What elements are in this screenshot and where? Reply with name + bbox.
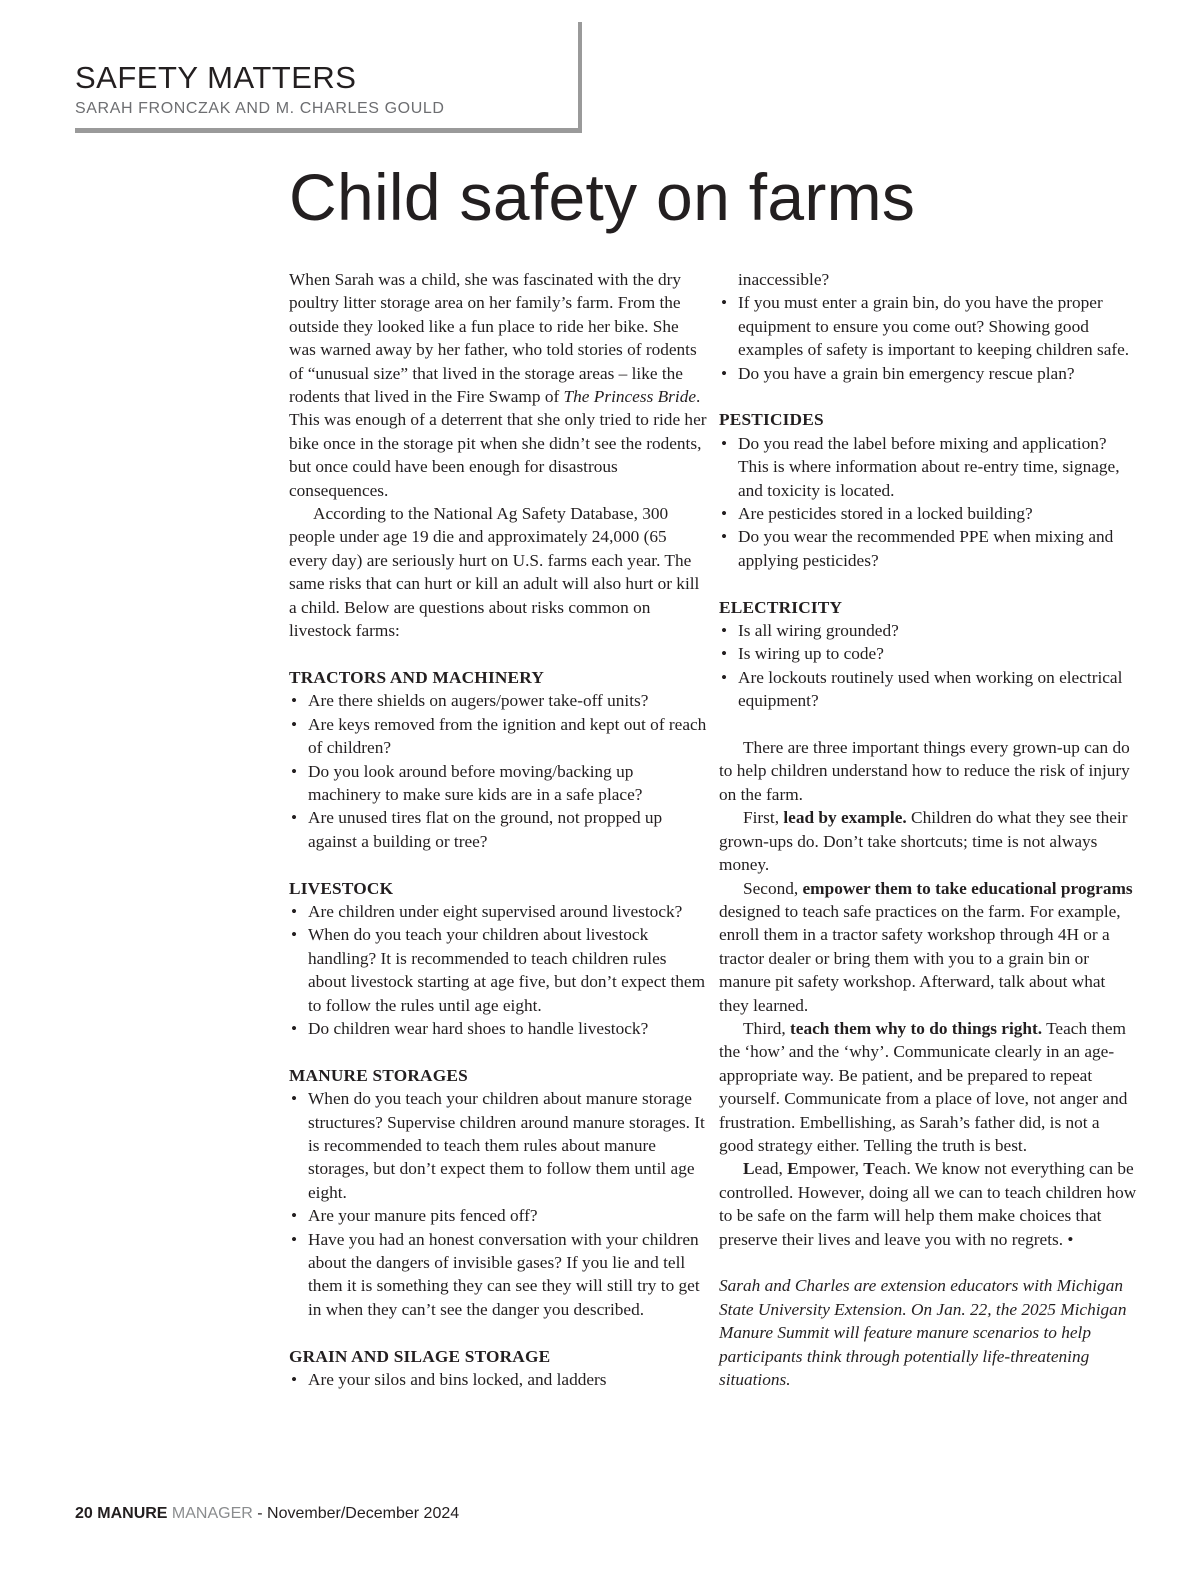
- right-column: [719, 268, 1137, 1391]
- list-item-continuation: inaccessible?: [738, 270, 830, 289]
- page-number: 20: [75, 1505, 93, 1522]
- section-heading-manure: MANURE STORAGES: [289, 1065, 468, 1085]
- left-column: [289, 268, 707, 1391]
- list-item: • Are pesticides stored in a locked building?: [721, 504, 1033, 524]
- list-item: • Is wiring up to code?: [721, 644, 884, 664]
- list-item: • Are children under eight supervised around livestock?: [291, 901, 683, 921]
- magazine-name-light: MANAGER: [171, 1505, 253, 1522]
- magazine-name-bold: MANURE: [97, 1505, 168, 1522]
- list-grain-part1: [289, 1368, 707, 1391]
- header-box: [75, 22, 582, 133]
- section-label: SAFETY MATTERS: [75, 60, 357, 95]
- list-grain-part2: [719, 291, 1137, 385]
- closing-paragraph-3: Second, empower them to take educational programs designed to teach safe practices on the farm. For example, enroll them in a tractor safety workshop through 4H or a tractor dealer or bring them with you to a grain bin or manure pit safety workshop. Afterward, talk about what they learned.: [719, 878, 1133, 1015]
- list-item: • Have you had an honest conversation with your children about the dangers of invisible gases? If you lie and tell them it is something they can see they will still try to get in when they can’t see the danger you described.: [291, 1229, 700, 1319]
- list-item: • Do you look around before moving/backing up machinery to make sure kids are in a safe place?: [291, 761, 643, 804]
- closing-paragraph-2: First, lead by example. Children do what they see their grown-ups do. Don’t take shortcuts; time is not always money.: [719, 808, 1128, 875]
- list-item: • Do you read the label before mixing and application? This is where information about re-entry time, signage, and toxicity is located.: [721, 433, 1120, 500]
- article-title: Child safety on farms: [289, 160, 916, 234]
- page-footer: [75, 1506, 459, 1522]
- intro-paragraph-2: According to the National Ag Safety Database, 300 people under age 19 die and approximately 24,000 (65 every day) are seriously hurt on U.S. farms each year. The same risks that can hurt or kill an adult will also hurt or kill a child. Below are questions about risks common on livestock farms:: [289, 504, 700, 641]
- section-heading-livestock: LIVESTOCK: [289, 878, 394, 898]
- author-byline: SARAH FRONCZAK AND M. CHARLES GOULD: [75, 100, 445, 117]
- closing-paragraph-4: Third, teach them why to do things right. Teach them the ‘how’ and the ‘why’. Communicate clearly in an age-appropriate way. Be patient, and be prepared to repeat yourself. Communicate from a place of love, not anger and frustration. Embellishing, as Sarah’s father did, is not a good strategy either. Telling the truth is best.: [719, 1018, 1128, 1155]
- list-item: • When do you teach your children about manure storage structures? Supervise children around manure storages. It is recommended to teach them rules about manure storages, but don’t expect them to follow them until age eight.: [291, 1089, 705, 1202]
- intro-paragraph-1: When Sarah was a child, she was fascinated with the dry poultry litter storage area on her family’s farm. From the outside they looked like a fun place to ride her bike. She was warned away by her father, who told stories of rodents of “unusual size” that lived in the storage areas – like the rodents that lived in the Fire Swamp of The Princess Bride. This was enough of a deterrent that she only tried to ride her bike once in the storage pit when she didn’t see the rodents, but once could have been enough for disastrous consequences.: [289, 270, 707, 500]
- list-pesticides: [719, 432, 1137, 572]
- closing-paragraph-1: There are three important things every grown-up can do to help children understand how to reduce the risk of injury on the farm.: [719, 738, 1130, 804]
- list-livestock: [289, 900, 707, 1040]
- list-item: • Is all wiring grounded?: [721, 621, 899, 641]
- closing-paragraph-5: Lead, Empower, Teach. We know not everything can be controlled. However, doing all we can to teach children how to be safe on the farm will help them make choices that preserve their lives and leave you with no regrets. •: [719, 1159, 1137, 1249]
- list-electricity: [719, 619, 1137, 713]
- list-item: • Are unused tires flat on the ground, not propped up against a building or tree?: [291, 808, 663, 851]
- list-item: • Do you wear the recommended PPE when mixing and applying pesticides?: [721, 527, 1114, 570]
- book-title: The Princess Bride: [563, 387, 697, 407]
- list-manure: [289, 1087, 707, 1321]
- issue-date: - November/December 2024: [257, 1505, 460, 1522]
- list-item: • Are lockouts routinely used when working on electrical equipment?: [721, 667, 1123, 711]
- list-item: • Are keys removed from the ignition and kept out of reach of children?: [291, 714, 707, 758]
- author-bio: Sarah and Charles are extension educators with Michigan State University Extension. On Jan. 22, the 2025 Michigan Manure Summit will feature manure scenarios to help participants think through potentially life-threatening situations.: [719, 1276, 1127, 1390]
- list-item: • Are your silos and bins locked, and ladders: [291, 1370, 607, 1390]
- list-item: • Are there shields on augers/power take-off units?: [291, 691, 649, 711]
- list-item: • If you must enter a grain bin, do you have the proper equipment to ensure you come out? Showing good examples of safety is important to keeping children safe.: [721, 293, 1130, 360]
- section-heading-electricity: ELECTRICITY: [719, 597, 843, 617]
- list-item: • Are your manure pits fenced off?: [291, 1206, 538, 1226]
- section-heading-tractors: TRACTORS AND MACHINERY: [289, 667, 545, 687]
- section-heading-grain: GRAIN AND SILAGE STORAGE: [289, 1346, 551, 1366]
- section-heading-pesticides: PESTICIDES: [719, 410, 824, 430]
- list-item: • Do children wear hard shoes to handle livestock?: [291, 1018, 649, 1038]
- list-tractors: [289, 689, 707, 853]
- list-item: • When do you teach your children about livestock handling? It is recommended to teach children rules about livestock starting at age five, but don’t expect them to follow the rules until age eight.: [291, 925, 706, 1015]
- list-item: • Do you have a grain bin emergency rescue plan?: [721, 363, 1075, 383]
